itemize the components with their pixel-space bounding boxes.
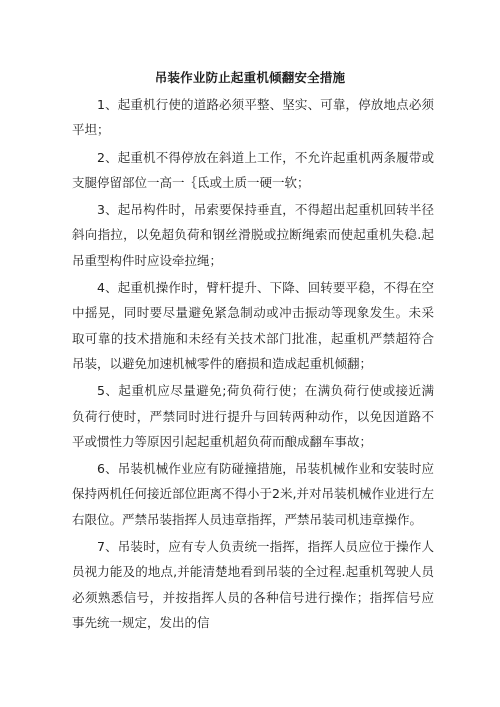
- paragraph-5: 5、起重机应尽量避免;荷负荷行使；在满负荷行使或接近满负荷行使时，严禁同时进行提升与回转两种动作，以免因道路不平或惯性力等原因引起起重机超负荷而酿成翻车事故；: [72, 383, 434, 449]
- document-title: 吊装作业防止起重机倾翻安全措施: [154, 70, 346, 85]
- paragraph-3: 3、起吊构件时，吊索要保持垂直，不得超出起重机回转半径斜向指拉，以免超负荷和钢丝滑脱或拉断绳索而使起重机失稳.起吊重型构件时应设牵拉绳；: [72, 202, 434, 268]
- document-body: [72, 92, 434, 637]
- paragraph-1: 1、起重机行使的道路必须平整、坚实、可靠，停放地点必须平坦；: [72, 97, 434, 138]
- paragraph-2: 2、起重机不得停放在斜道上工作，不允许起重机两条履带或支腿停留部位一高一｛氐或土质一硬一软；: [72, 149, 434, 190]
- paragraph-7: 7、吊装时，应有专人负责统一指挥，指挥人员应位于操作人员视力能及的地点,并能清楚地看到吊装的全过程.起重机驾驶人员必须熟悉信号，并按指挥人员的各种信号进行操作；指挥信号应事先统一规定，发出的信: [72, 539, 434, 630]
- paragraph-4: 4、起重机操作时，臂杆提升、下降、回转要平稳，不得在空中摇晃，同时要尽量避免紧急制动或冲击振动等现象发生。未采取可靠的技术措施和未经有关技术部门批准，起重机严禁超符合吊装，以避免加速机械零件的磨损和造成起重机倾翻；: [72, 280, 434, 371]
- paragraph-6: 6、吊装机械作业应有防碰撞措施，吊装机械作业和安装时应保持两机任何接近部位距离不得小于2米,并对吊装机械作业进行左右限位。严禁吊装指挥人员违章指挥，严禁吊装司机违章操作。: [72, 461, 434, 527]
